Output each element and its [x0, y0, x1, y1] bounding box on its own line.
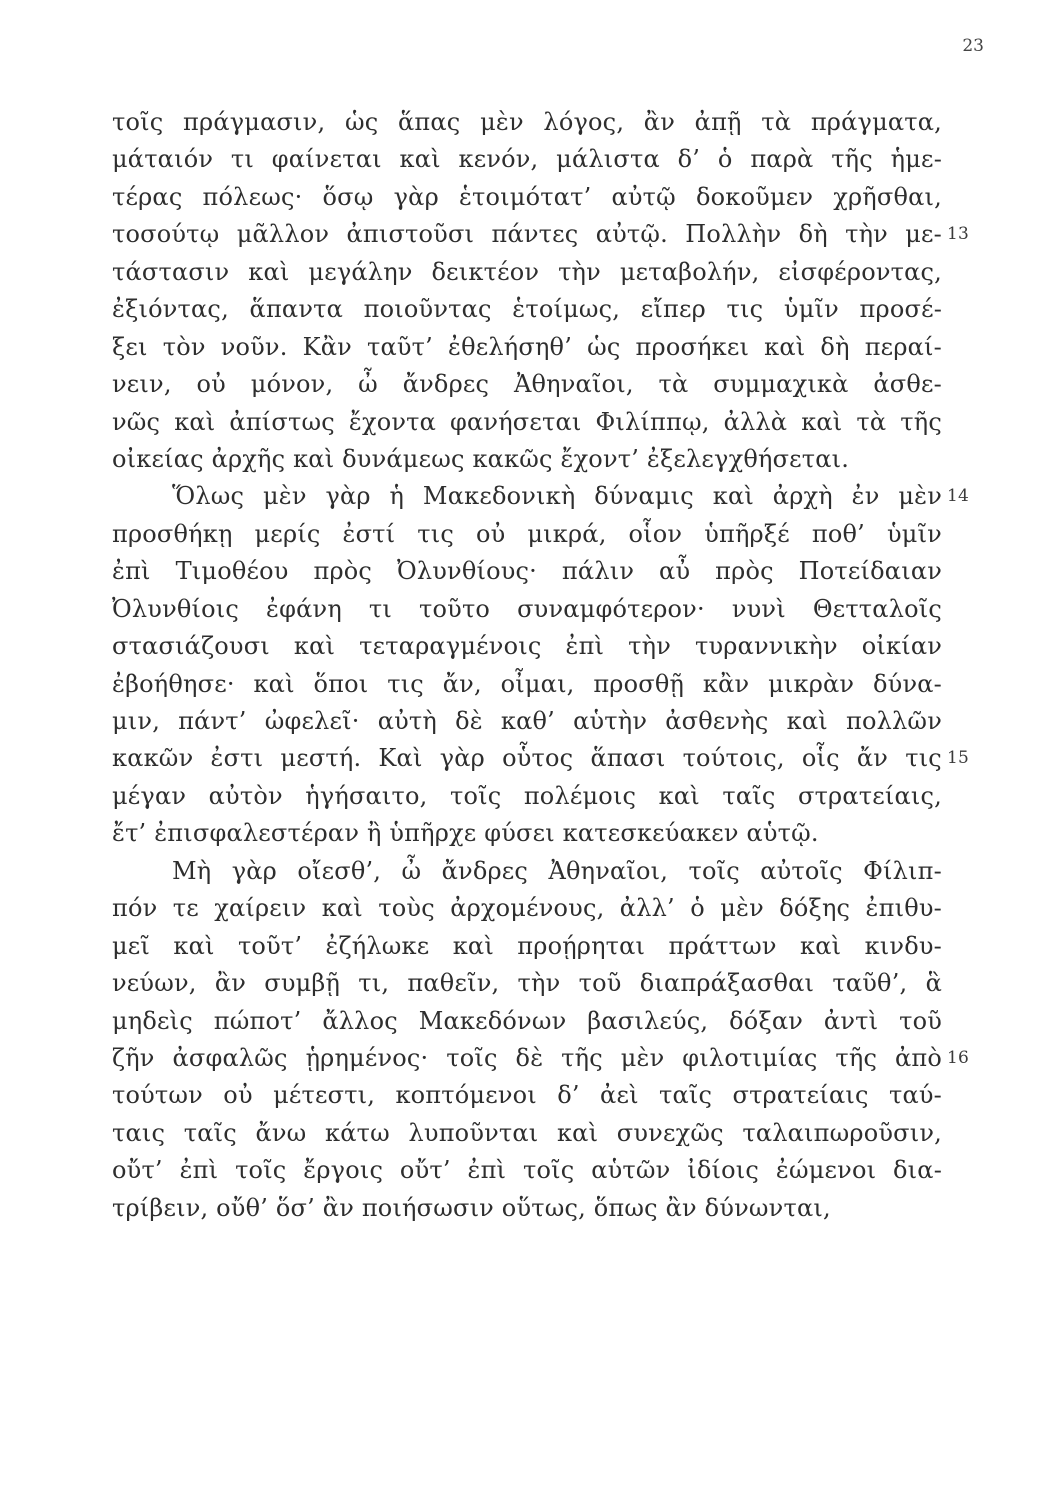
text-line	[112, 179, 942, 216]
body-text	[112, 104, 970, 1227]
line-text: μάταιόν τι φαίνεται καὶ κενόν, μάλιστα δ’ ὁ παρὰ τῆς ἡμε-	[112, 145, 942, 174]
text-line	[112, 1077, 942, 1114]
line-text: μηδεὶς πώποτ’ ἄλλος Μακεδόνων βασιλεύς, δόξαν ἀντὶ τοῦ	[112, 1006, 943, 1035]
line-text: κακῶν ἐστι μεστή. Καὶ γὰρ οὗτος ἅπασι τούτοις, οἷς ἄν τις	[112, 744, 942, 773]
text-line	[112, 441, 942, 478]
line-text: πόν τε χαίρειν καὶ τοὺς ἀρχομένους, ἀλλ’ ὁ μὲν δόξης ἐπιθυ-	[112, 894, 942, 923]
line-text: νεύων, ἂν συμβῇ τι, παθεῖν, τὴν τοῦ διαπράξασθαι ταῦθ’, ἃ	[112, 969, 942, 998]
text-line	[112, 591, 942, 628]
line-text: προσθήκῃ μερίς ἐστί τις οὐ μικρά, οἷον ὑπῆρξέ ποθ’ ὑμῖν	[112, 519, 942, 548]
page-number: 23	[962, 36, 984, 56]
line-text: Ὀλυνθίοις ἐφάνη τι τοῦτο συναμφότερον· νυνὶ Θετταλοῖς	[112, 594, 943, 623]
line-text: οὔτ’ ἐπὶ τοῖς ἔργοις οὔτ’ ἐπὶ τοῖς αὑτῶν ἰδίοις ἐώμενοι δια-	[112, 1156, 943, 1185]
text-line	[112, 965, 942, 1002]
text-line	[112, 1190, 942, 1227]
text-line	[112, 291, 942, 328]
line-text: νειν, οὐ μόνον, ὦ ἄνδρες Ἀθηναῖοι, τὰ συμμαχικὰ ἀσθε-	[112, 370, 942, 399]
line-text: οἰκείας ἀρχῆς καὶ δυνάμεως κακῶς ἔχοντ’ ἐξελεγχθήσεται.	[112, 444, 850, 473]
text-line	[112, 778, 942, 815]
line-text: Ὅλως μὲν γὰρ ἡ Μακεδονικὴ δύναμις καὶ ἀρχὴ ἐν μὲν	[172, 482, 942, 511]
text-line	[112, 404, 942, 441]
line-text: ἐπὶ Τιμοθέου πρὸς Ὀλυνθίους· πάλιν αὖ πρὸς Ποτείδαιαν	[112, 557, 943, 586]
text-line	[112, 890, 942, 927]
text-line	[112, 141, 942, 178]
text-line	[112, 1040, 970, 1077]
line-text: τάστασιν καὶ μεγάλην δεικτέον τὴν μεταβολήν, εἰσφέροντας,	[112, 257, 942, 286]
text-line	[112, 815, 942, 852]
line-text: τούτων οὐ μέτεστι, κοπτόμενοι δ’ ἀεὶ ταῖς στρατείαις ταύ-	[112, 1081, 942, 1110]
text-line	[112, 254, 942, 291]
line-text: Μὴ γὰρ οἴεσθ’, ὦ ἄνδρες Ἀθηναῖοι, τοῖς αὐτοῖς Φίλιπ-	[172, 856, 942, 885]
text-line	[112, 216, 970, 253]
line-text: στασιάζουσι καὶ τεταραγμένοις ἐπὶ τὴν τυραννικὴν οἰκίαν	[112, 632, 943, 661]
text-line	[112, 1003, 942, 1040]
text-line	[112, 104, 942, 141]
line-text: ξει τὸν νοῦν. Κἂν ταῦτ’ ἐθελήσηθ’ ὡς προσήκει καὶ δὴ περαί-	[112, 332, 942, 361]
line-text: μιν, πάντ’ ὠφελεῖ· αὐτὴ δὲ καθ’ αὑτὴν ἀσθενὴς καὶ πολλῶν	[112, 707, 942, 735]
text-line	[112, 478, 970, 515]
line-text: ἐβοήθησε· καὶ ὅποι τις ἄν, οἶμαι, προσθῇ κἂν μικρὰν δύνα-	[112, 669, 942, 698]
text-line	[112, 740, 970, 777]
text-line	[112, 1115, 942, 1152]
line-text: ἔτ’ ἐπισφαλεστέραν ἢ ὑπῆρχε φύσει κατεσκεύακεν αὑτῷ.	[112, 819, 819, 848]
line-text: τρίβειν, οὔθ’ ὅσ’ ἂν ποιήσωσιν οὕτως, ὅπως ἂν δύνωνται,	[112, 1193, 831, 1222]
section-number: 14	[947, 486, 970, 507]
text-line	[112, 666, 942, 703]
text-line	[112, 928, 942, 965]
text-line	[112, 628, 942, 665]
text-line	[112, 853, 942, 890]
section-number: 13	[947, 224, 970, 245]
section-number: 16	[947, 1047, 970, 1068]
line-text: ταις ταῖς ἄνω κάτω λυποῦνται καὶ συνεχῶς ταλαιπωροῦσιν,	[112, 1118, 942, 1147]
text-line	[112, 703, 942, 740]
line-text: μεῖ καὶ τοῦτ’ ἐζήλωκε καὶ προῄρηται πράττων καὶ κινδυ-	[112, 931, 942, 960]
line-text: νῶς καὶ ἀπίστως ἔχοντα φανήσεται Φιλίππῳ, ἀλλὰ καὶ τὰ τῆς	[112, 407, 942, 436]
line-text: τοσούτῳ μᾶλλον ἀπιστοῦσι πάντες αὐτῷ. Πολλὴν δὴ τὴν με-	[112, 220, 942, 249]
text-line	[112, 329, 942, 366]
line-text: ζῆν ἀσφαλῶς ᾑρημένος· τοῖς δὲ τῆς μὲν φιλοτιμίας τῆς ἀπὸ	[112, 1043, 943, 1072]
line-text: ἐξιόντας, ἅπαντα ποιοῦντας ἑτοίμως, εἴπερ τις ὑμῖν προσέ-	[112, 295, 943, 324]
text-line	[112, 366, 942, 403]
line-text: τέρας πόλεως· ὅσῳ γὰρ ἑτοιμότατ’ αὐτῷ δοκοῦμεν χρῆσθαι,	[112, 182, 942, 211]
text-line	[112, 553, 942, 590]
text-line	[112, 1152, 942, 1189]
text-line	[112, 516, 942, 553]
line-text: τοῖς πράγμασιν, ὡς ἅπας μὲν λόγος, ἂν ἀπῇ τὰ πράγματα,	[112, 108, 942, 136]
line-text: μέγαν αὐτὸν ἡγήσαιτο, τοῖς πολέμοις καὶ ταῖς στρατείαις,	[112, 781, 942, 810]
section-number: 15	[947, 748, 970, 769]
